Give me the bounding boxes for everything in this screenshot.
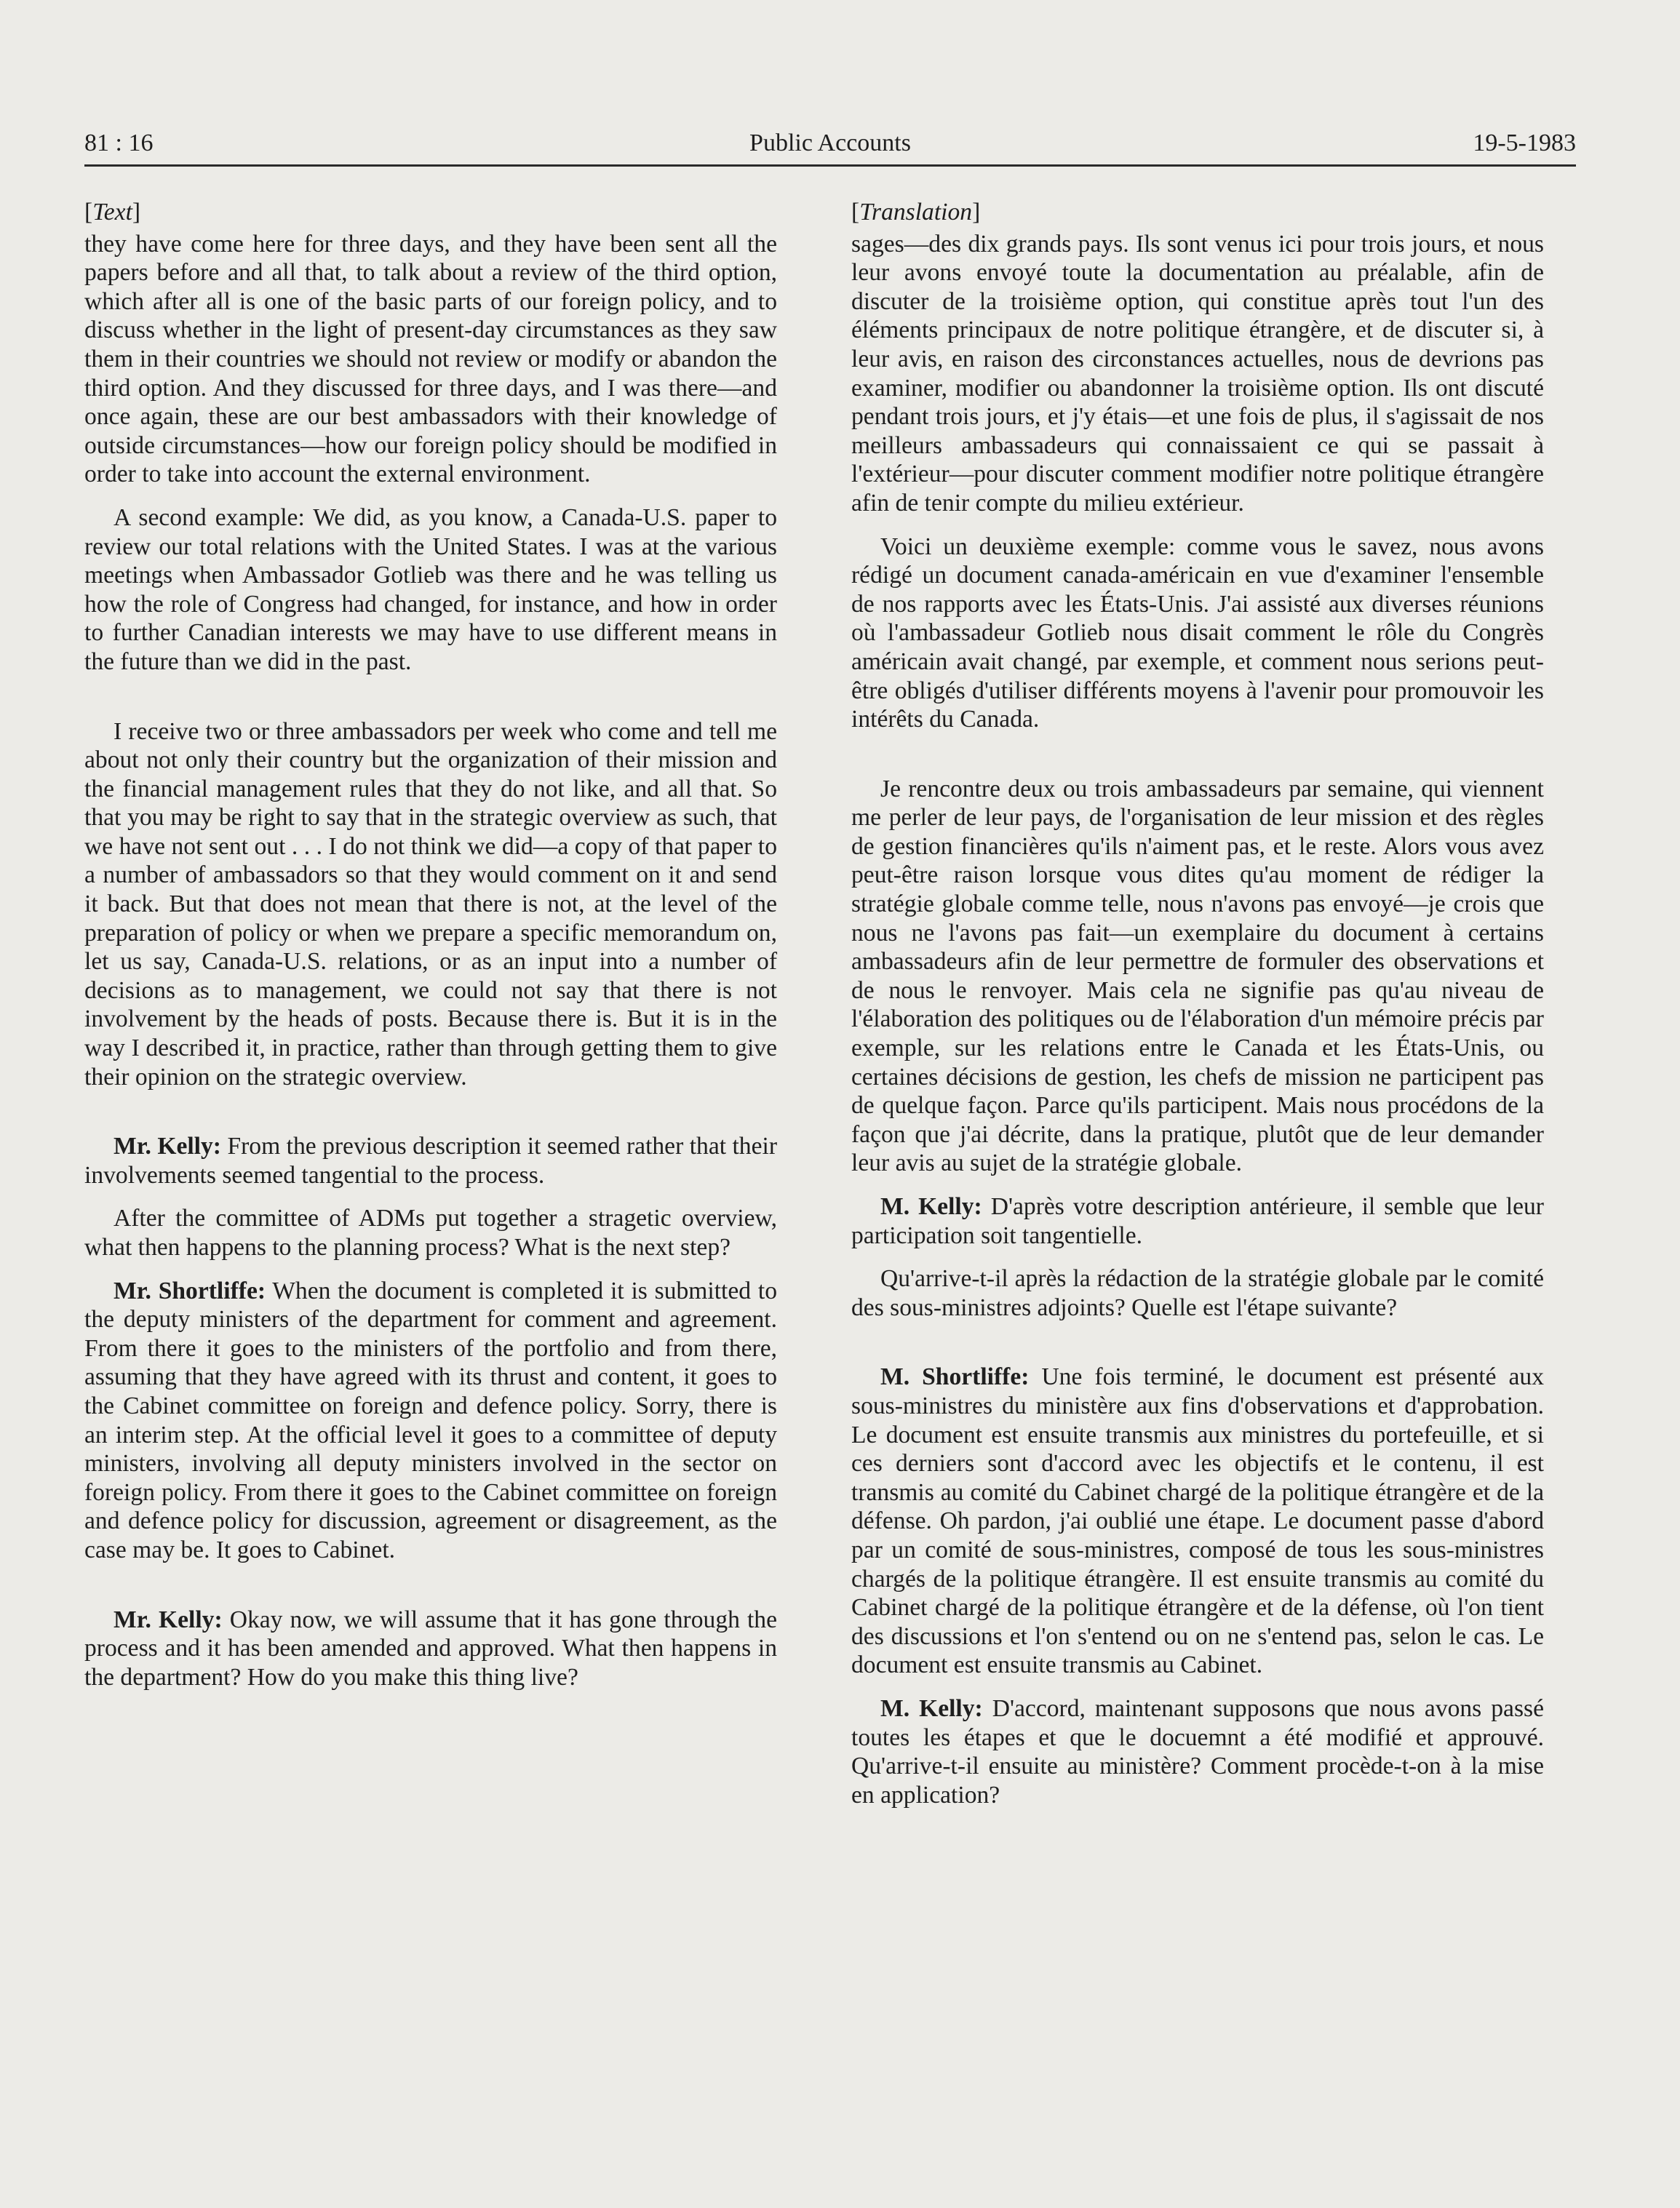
page-date: 19-5-1983 [1473,129,1576,156]
speaker-name: M. Kelly: [880,1694,983,1722]
speaker-name: Mr. Shortliffe: [114,1277,266,1304]
speaker-name: Mr. Kelly: [114,1133,221,1160]
speaker-name: M. Kelly: [880,1193,982,1220]
paragraph: they have come here for three days, and they have been sent all the papers before and all that, to talk about a review of the third option, which after all is one of the basic parts of our foreign policy, and to discuss whether in the light of present-day circumstances as they saw them in their countries we should not review or modify or abandon the third option. And they discussed for three days, and I was there—and once again, these are our best ambassadors with their knowledge of outside circumstances—how our foreign policy should be modified in order to take into account the external environment. [84,230,777,488]
speaker-name: M. Shortliffe: [880,1363,1030,1391]
paragraph: Mr. Kelly: Okay now, we will assume that it has gone through the process and it has been amended and approved. What then happens in the department? How do you make this thing live? [84,1606,777,1691]
paragraph: Qu'arrive-t-il après la rédaction de la stratégie globale par le comité des sous-ministres adjoints? Quelle est l'étape suivante? [851,1265,1544,1321]
paragraph: After the committee of ADMs put together a stragetic overview, what then happens to the planning process? What is the next step? [84,1205,777,1261]
speaker-name: Mr. Kelly: [114,1606,223,1633]
paragraph: M. Kelly: D'après votre description antérieure, il semble que leur participation soit tangentielle. [851,1193,1544,1249]
language-label: [Translation] [851,199,981,226]
paragraph: Voici un deuxième exemple: comme vous le savez, nous avons rédigé un document canada-américain en vue d'examiner l'ensemble de nos rapports avec les États-Unis. J'ai assisté aux diverses réunions où l'ambassadeur Gotlieb nous disait comment le rôle du Congrès américain avait changé, par exemple, et comment nous serions peut-être obligés d'utiliser différents moyens à l'avenir pour promouvoir les intérêts du Canada. [851,533,1544,733]
running-title: Public Accounts [749,129,911,156]
french-column [851,198,1544,1824]
paragraph: Mr. Kelly: From the previous description it seemed rather that their involvements seemed tangential to the process. [84,1133,778,1189]
paragraph: M. Shortliffe: Une fois terminé, le document est présenté aux sous-ministres du ministère aux fins d'observations et d'approbation. Le document est ensuite transmis aux ministres du portefeuille, et si ces derniers sont d'accord avec les objectifs et le contenu, il est transmis au comité du Cabinet chargé de la politique étrangère et de la défense. Oh pardon, j'ai oublié une étape. Le document passe d'abord par un comité de sous-ministres, composé de tous les sous-ministres chargés de la politique étrangère. Il est ensuite transmis au comité du Cabinet chargé de la politique étrangère et de la défense, où l'on tient des discussions et l'on s'entend ou on ne s'entend pas, selon le cas. Le document est ensuite transmis au Cabinet. [851,1363,1545,1679]
paragraph: I receive two or three ambassadors per week who come and tell me about not only their country but the organization of their mission and the financial management rules that they do not like, and all that. So that you may be right to say that in the strategic overview as such, that we have not sent out . . . I do not think we did—a copy of that paper to a number of ambassadors so that they would comment on it and send it back. But that does not mean that there is not, at the level of the preparation of policy or when we prepare a specific memorandum on, let us say, Canada-U.S. relations, or as an input into a number of decisions as to management, we could not say that there is not involvement by the heads of posts. Because there is. But it is in the way I described it, in practice, rather than through getting them to give their opinion on the strategic overview. [84,717,777,1091]
language-label: [Text] [84,199,141,226]
paragraph: Je rencontre deux ou trois ambassadeurs par semaine, qui viennent me perler de leur pays, de l'organisation de leur mission et des règles de gestion financières qu'ils n'aiment pas, et le reste. Alors vous avez peut-être raison lorsque vous dites qu'au moment de rédiger la stratégie globale comme telle, nous n'avons pas envoyé—je crois que nous ne l'avons pas fait—un exemplaire du document à certains ambassadeurs afin de leur permettre de formuler des observations et de nous le renvoyer. Mais cela ne signifie pas qu'au niveau de l'élaboration des politiques ou de l'élaboration d'un mémoire précis par exemple, sur les relations entre le Canada et les États-Unis, ou certaines décisions de gestion, les chefs de mission ne participent pas de quelque façon. Parce qu'ils participent. Mais nous procédons de la façon que j'ai décrite, dans la pratique, plutôt que de leur demander leur avis au sujet de la stratégie globale. [851,775,1544,1177]
paragraph: M. Kelly: D'accord, maintenant supposons que nous avons passé toutes les étapes et que le docuemnt a été modifié et approuvé. Qu'arrive-t-il ensuite au ministère? Comment procède-t-on à la mise en application? [851,1694,1544,1809]
page-number: 81 : 16 [84,129,154,156]
paragraph: sages—des dix grands pays. Ils sont venus ici pour trois jours, et nous leur avons envoyé toute la documentation au préalable, afin de discuter de la troisième option, qui constitue après tout l'un des éléments principaux de notre politique étrangère, et de discuter si, à leur avis, en raison des circonstances actuelles, nous de devrions pas examiner, modifier ou abandonner la troisième option. Ils ont discuté pendant trois jours, et j'y étais—et une fois de plus, il s'agissait de nos meilleurs ambassadeurs qui connaissaient ce qui se passait à l'extérieur—pour discuter comment modifier notre politique étrangère afin de tenir compte du milieu extérieur. [851,230,1544,517]
paragraph: Mr. Shortliffe: When the document is completed it is submitted to the deputy ministers of the department for comment and agreement. From there it goes to the ministers of the portfolio and from there, assuming that they have agreed with its thrust and content, it goes to the Cabinet committee on foreign and defence policy. Sorry, there is an interim step. At the official level it goes to a committee of deputy ministers, involving all deputy ministers involved in the sector on foreign policy. From there it goes to the Cabinet committee on foreign and defence policy for discussion, agreement or disagreement, as the case may be. It goes to Cabinet. [84,1277,777,1563]
paragraph: A second example: We did, as you know, a Canada-U.S. paper to review our total relations with the United States. I was at the various meetings when Ambassador Gotlieb was there and he was telling us how the role of Congress had changed, for instance, and how in order to further Canadian interests we may have to use different means in the future than we did in the past. [84,503,777,675]
english-column [84,198,777,1706]
page-header [84,129,1576,167]
